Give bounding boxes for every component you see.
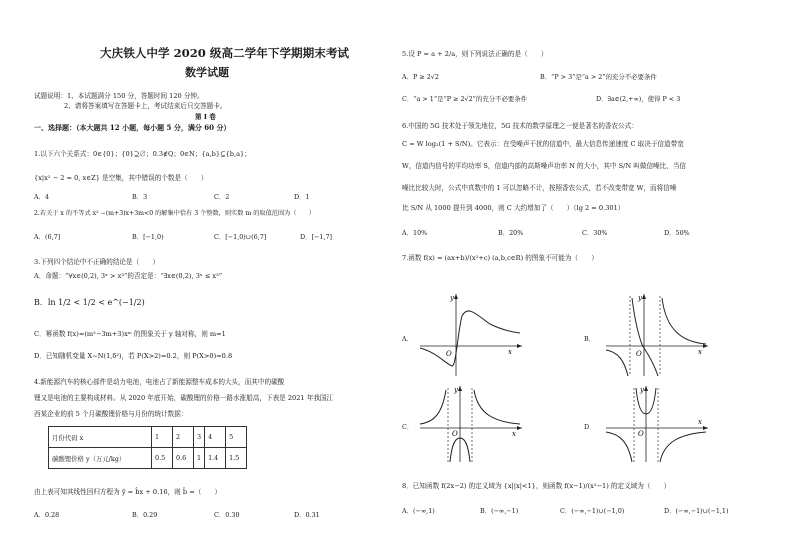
q2-line1: 2.若关于 x 的不等式 x² −(m+3)x+3m<0 的解集中恰有 3 个整数，则实数 m 的取值范围为（ ） xyxy=(34,210,316,217)
q6-line2: C = W log₂(1 + S/N)。它表示：在受噪声干扰的信道中，最大信息传递速度 C 取决于信道带宽 xyxy=(402,140,684,148)
origin-label: O xyxy=(446,350,452,358)
origin-label: O xyxy=(638,430,644,438)
q7-graph-a xyxy=(416,290,526,380)
q3-option-b: B．ln 1/2 < 1/2 < e^(−1/2) xyxy=(34,298,145,307)
exam-subtitle: 数学试题 xyxy=(185,66,229,79)
q5-option-b: B．“P > 3”是“a > 2”的充分不必要条件 xyxy=(540,73,657,81)
q6-line1: 6.中国的 5G 技术处于领先地位，5G 技术的数学原理之一便是著名的香农公式： xyxy=(402,122,638,130)
q5-line1: 5.设 P = a + 2/a，则下列说法正确的是（ ） xyxy=(402,50,548,58)
q8-option-d: D．(−∞,−1)∪(−1,1) xyxy=(664,507,729,515)
q3-option-c: C．幂函数 f(x)=(m²−3m+3)xᵐ 的图象关于 y 轴对称，则 m=1 xyxy=(34,330,226,338)
origin-label: O xyxy=(452,430,458,438)
q1-line1: 1.以下六个关系式：0∈{0}；{0}⊇∅；0.3∉Q；0∈N；{a,b}⊆{b,a}； xyxy=(34,150,251,158)
table-cell: 0.5 xyxy=(152,448,173,469)
axis-x-label: x xyxy=(512,430,516,438)
q2-option-c: C．[−1,0)∪(6,7] xyxy=(214,233,267,241)
axis-x-label: x xyxy=(698,418,702,426)
exam-title: 大庆铁人中学 2020 级高二学年下学期期末考试 xyxy=(100,46,350,60)
axis-y-label: y xyxy=(638,294,642,302)
q4-option-d: D．0.31 xyxy=(294,511,320,519)
q5-option-a: A．P ≥ 2√2 xyxy=(402,73,439,81)
q6-option-c: C．30% xyxy=(582,229,608,237)
q1-option-b: B．3 xyxy=(132,193,148,201)
q4-option-a: A．0.28 xyxy=(34,511,60,519)
q7-option-c-label: C． xyxy=(402,423,414,431)
table-cell: 1 xyxy=(152,427,173,448)
q6-line5: 比 S/N 从 1000 提升到 4000，则 C 大约增加了（ ）（lg 2 = 0.301） xyxy=(402,204,625,212)
q8-option-a: A．(−∞,1) xyxy=(402,507,435,515)
table-cell: 0.6 xyxy=(173,448,194,469)
price-table xyxy=(48,426,247,469)
axis-x-label: x xyxy=(698,348,702,356)
axis-y-label: y xyxy=(454,386,458,394)
q4-line3: 西某企业的前 5 个月碳酸锂价格与月份的统计数据： xyxy=(34,410,188,418)
q5-option-c: C．“a > 1”是“P ≥ 2√2”的充分不必要条件 xyxy=(402,95,528,103)
q4-line1: 4.新能源汽车的核心部件是动力电池，电池占了新能源整车成本的大头，而其中的碳酸 xyxy=(34,378,285,386)
q6-line4: 噪比比较大时，公式中真数中的 1 可以忽略不计，按照香农公式，若不改变带宽 W，而将信噪 xyxy=(402,184,677,192)
q7-option-b-label: B． xyxy=(584,335,596,343)
axis-y-label: y xyxy=(640,386,644,394)
q4-line2: 锂又是电池的主要构成材料。从 2020 年底开始，碳酸锂的价格一路水涨船高，下表是 2021 年我国江 xyxy=(34,394,334,402)
q8-option-c: C．(−∞,−1)∪(−1,0) xyxy=(560,507,625,515)
q8-line1: 8．已知函数 f(2x−2) 的定义域为 {x||x|<1}，则函数 f(x−1)/(x²−1) 的定义域为（ ） xyxy=(402,482,671,490)
q2-option-d: D．[−1,7] xyxy=(300,233,333,241)
q7-graph-c xyxy=(416,384,526,464)
q4-option-c: C．0.30 xyxy=(214,511,240,519)
q6-option-a: A．10% xyxy=(402,229,428,237)
q7-option-a-label: A． xyxy=(402,335,414,343)
table-cell: 2 xyxy=(173,427,194,448)
instruction-2: 2、请将答案填写在答题卡上，考试结束后只交答题卡。 xyxy=(64,102,227,110)
q2-option-a: A．(6,7] xyxy=(34,233,61,241)
table-cell: 4 xyxy=(205,427,226,448)
axis-x-label: x xyxy=(508,348,512,356)
q1-option-c: C．2 xyxy=(214,193,230,201)
table-row xyxy=(49,427,247,448)
instruction-1: 试题说明：1、本试题满分 150 分，答题时间 120 分钟。 xyxy=(34,92,204,100)
q2-option-b: B．[−1,0) xyxy=(132,233,164,241)
q3-option-d: D．已知随机变量 X~N(1,δ²)，若 P(X>2)=0.2，则 P(X>0)=0.8 xyxy=(34,352,233,360)
volume-label: 第 I 卷 xyxy=(195,113,216,121)
q7-line1: 7.函数 f(x) = (ax+b)/(x²+c) (a,b,c∈R) 的图象不可能为（ ） xyxy=(402,254,598,262)
q7-option-d-label: D． xyxy=(584,423,596,431)
q3-option-a: A．命题：“∀x∈(0,2), 3ˣ > x³”的否定是：“∃x∈(0,2), 3ˣ ≤ x³” xyxy=(34,272,223,280)
section-heading: 一、选择题：（本大题共 12 小题，每小题 5 分，满分 60 分） xyxy=(34,123,231,132)
table-row xyxy=(49,448,247,469)
q3-line1: 3.下列四个结论中不正确的结论是（ ） xyxy=(34,258,159,266)
q4-option-b: B．0.29 xyxy=(132,511,158,519)
table-cell: 1.5 xyxy=(226,448,247,469)
table-cell: 碳酸锂价格 y（万元/kg） xyxy=(49,448,152,469)
origin-label: O xyxy=(636,350,642,358)
q1-option-a: A．4 xyxy=(34,193,50,201)
q5-option-d: D．∃a∈(2,+∞)，使得 P < 3 xyxy=(596,95,681,103)
table-cell: 3 xyxy=(194,427,205,448)
q1-line2: {x|x² − 2 = 0, x∈Z} 是空集，其中错误的个数是（ ） xyxy=(34,174,208,182)
table-cell: 1.4 xyxy=(205,448,226,469)
q7-graph-b xyxy=(602,290,712,380)
table-cell: 月份代码 x xyxy=(49,427,152,448)
q4-line4: 由上表可知其线性回归方程为 ŷ = b̂x + 0.16，则 b̂ =（ ） xyxy=(34,488,222,496)
axis-y-label: y xyxy=(450,294,454,302)
q6-option-b: B．20% xyxy=(498,229,524,237)
q8-option-b: B．(−∞,−1) xyxy=(480,507,519,515)
q6-option-d: D．50% xyxy=(664,229,690,237)
q7-graph-d xyxy=(602,384,712,464)
table-cell: 1 xyxy=(194,448,205,469)
q6-line3: W，信道内信号的平均功率 S，信道内部的高斯噪声功率 N 的大小，其中 S/N 叫做信噪比，当信 xyxy=(402,162,687,170)
q1-option-d: D．1 xyxy=(294,193,310,201)
table-cell: 5 xyxy=(226,427,247,448)
